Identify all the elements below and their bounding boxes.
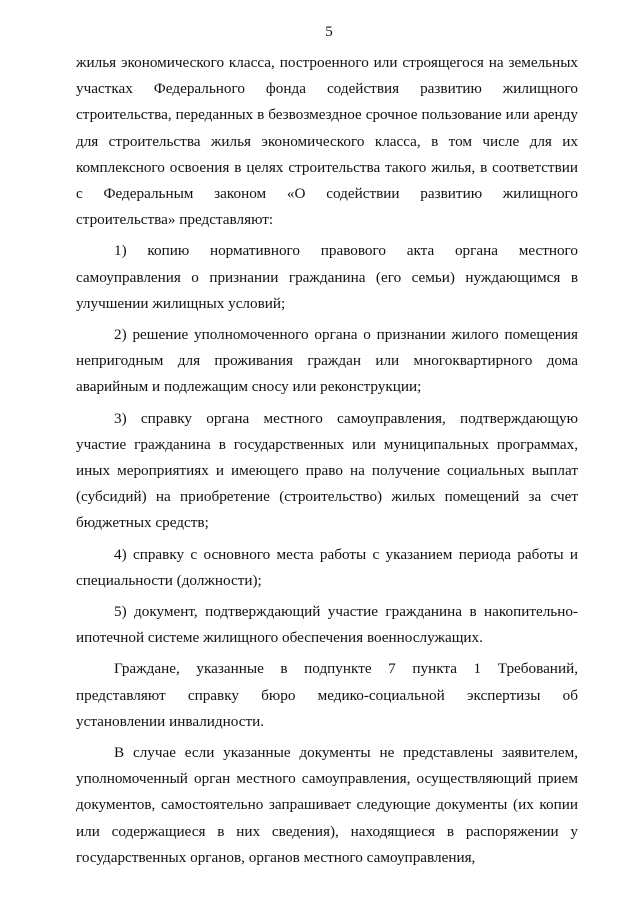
- list-item-5: 5) документ, подтверждающий участие гражданина в накопительно-ипотечной системе жилищного обеспечения военнослужащих.: [76, 603, 578, 647]
- list-item-2: 2) решение уполномоченного органа о признании жилого помещения непригодным для проживания граждан или многоквартирного дома аварийным и подлежащим сносу или реконструкции;: [76, 326, 578, 396]
- page-number: 5: [325, 24, 333, 40]
- paragraph-disability: Граждане, указанные в подпункте 7 пункта 1 Требований, представляют справку бюро медико-социальной экспертизы об установлении инвалидности.: [76, 660, 578, 730]
- list-item-1: 1) копию нормативного правового акта органа местного самоуправления о признании гражданина (его семьи) нуждающимся в улучшении жилищных условий;: [76, 242, 578, 312]
- list-item-3: 3) справку органа местного самоуправления, подтверждающую участие гражданина в государственных или муниципальных программах, иных мероприятиях и имеющего право на получение социальных выплат (субсидий) на приобретение (строительство) жилых помещений за счет бюджетных средств;: [76, 409, 578, 532]
- paragraph-documents-request: В случае если указанные документы не представлены заявителем, уполномоченный орган местного самоуправления, осуществляющий прием документов, самостоятельно запрашивает следующие документы (их копии или содержащиеся в них сведения), находящиеся в распоряжении у государственных органов, органов местного самоуправления,: [76, 744, 578, 866]
- paragraph-continuation: жилья экономического класса, построенного или строящегося на земельных участках Федерального фонда содействия развитию жилищного строительства, переданных в безвозмездное срочное пользование или аренду для строительства жилья экономического класса, в том числе для их комплексного освоения в целях строительства такого жилья, в соответствии с Федеральным законом «О содействии развитию жилищного строительства» представляют:: [76, 54, 578, 229]
- list-item-4: 4) справку с основного места работы с указанием периода работы и специальности (должности);: [76, 545, 578, 589]
